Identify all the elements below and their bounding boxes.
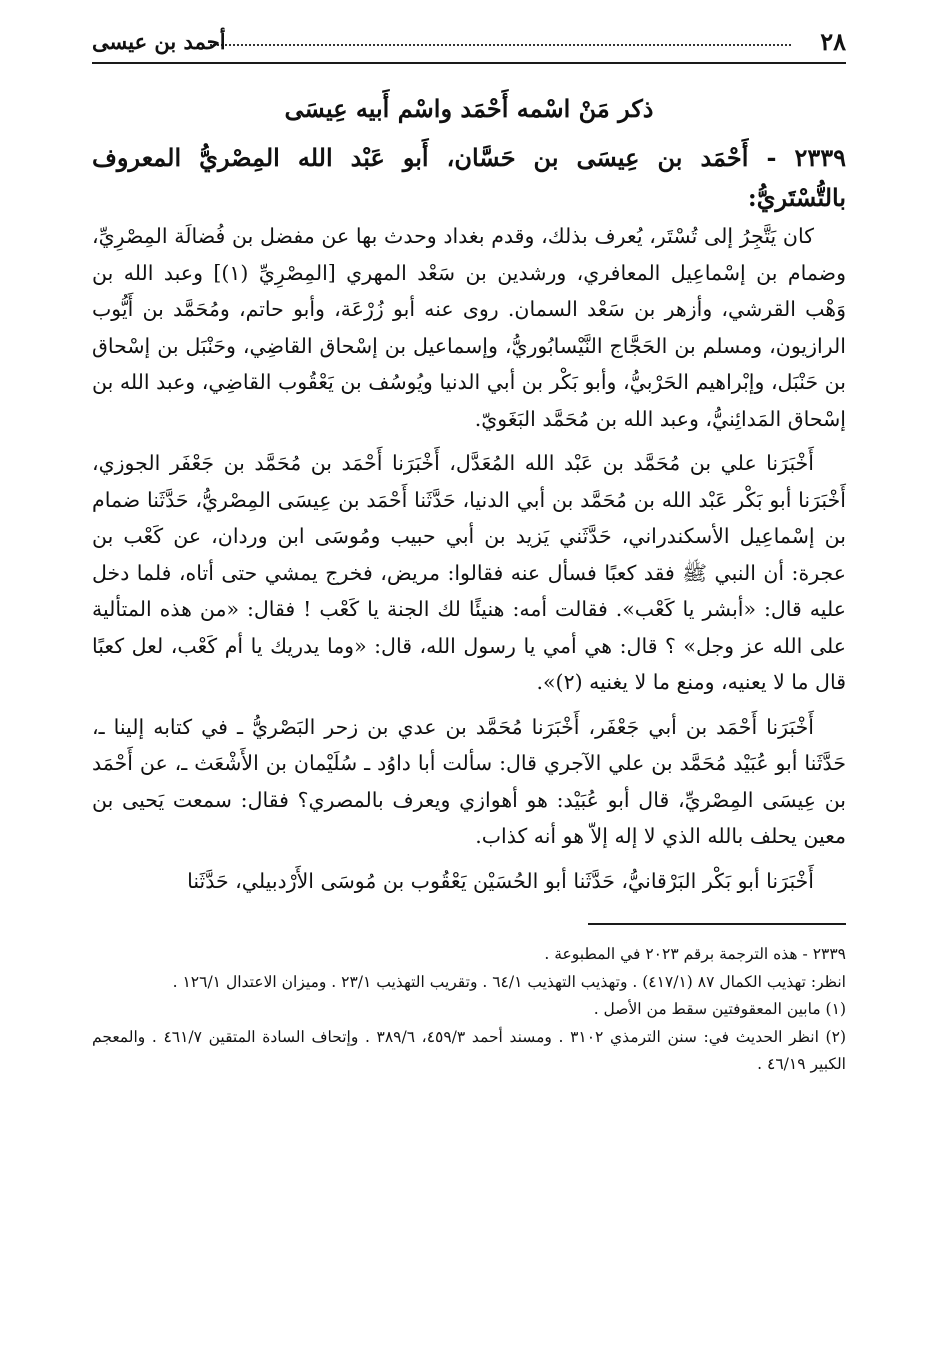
footnote-entry-number: ٢٣٣٩ - هذه الترجمة برقم ٢٠٢٣ في المطبوعة . xyxy=(544,945,846,963)
paragraph-hadith: أَخْبَرَنا علي بن مُحَمَّد بن عَبْد الله المُعَدَّل، أَخْبَرَنا أَحْمَد بن مُحَمَّد بن جَعْفَر الجوزي، أَخْبَرَنا أبو بَكْر عَبْد الله بن مُحَمَّد بن أبي الدنيا، حَدَّثَنا أَحْمَد بن عِيسَى المِصْريُّ، حَدَّثَنا ضمام بن إسْماعِيل الأسكندراني، حَدَّثَني يَزيد بن أبي حبيب ومُوسَى ابن وردان، عن كَعْب بن عجرة: أن النبي ﷺ فقد كعبًا فسأل عنه فقالوا: مريض، فخرج يمشي حتى أتاه، فلما دخل عليه قال: «أبشر يا كَعْب». فقالت أمه: هنيئًا لك الجنة يا كَعْب ! فقال: «من هذه المتألية على الله عز وجل» ؟ قال: هي أمي يا رسول الله، قال: «وما يدريك يا أم كَعْب، لعل كعبًا قال ما لا يعنيه، ومنع ما لا يغنيه (٢)». xyxy=(92,451,846,694)
book-page xyxy=(92,22,846,1343)
running-title: أحمد بن عيسى xyxy=(92,29,226,54)
footnote-1: (١) مابين المعقوفتين سقط من الأصل . xyxy=(593,1000,846,1018)
running-header xyxy=(92,22,846,64)
footnote-2: (٢) انظر الحديث في: سنن الترمذي ٣١٠٢ . ومسند أحمد ٤٥٩/٣، ٣٨٩/٦ . وإتحاف السادة المتقين ٤٦١/٧ . والمعجم الكبير ٤٦/١٩ . xyxy=(92,1027,846,1073)
leader-dots xyxy=(210,44,791,46)
footnote-separator xyxy=(588,923,846,925)
footnotes xyxy=(92,941,846,1079)
paragraph-criticism: أَخْبَرَنا أَحْمَد بن أبي جَعْفَر، أَخْبَرَنا مُحَمَّد بن عدي بن زحر البَصْريُّ ـ في كتابه إلينا ـ، حَدَّثَنا أبو عُبَيْد مُحَمَّد بن علي الآجري قال: سألت أبا داوُد ـ سُلَيْمان بن الأَشْعَث ـ، عن أَحْمَد بن عِيسَى المِصْريِّ، قال أبو عُبَيْد: هو أهوازي ويعرف بالمصري؟ فقال: سمعت يَحيى بن معين يحلف بالله الذي لا إله إلاّ هو أنه كذاب. xyxy=(92,714,846,848)
entry-heading: ٢٣٣٩ - أَحْمَد بن عِيسَى بن حَسَّان، أَبو عَبْد الله المِصْريُّ المعروف بالتُّسْتَريُّ: xyxy=(92,143,846,212)
paragraph-chain: أَخْبَرَنا أبو بَكْر البَرْقانيُّ، حَدَّثَنا أبو الحُسَيْن يَعْقُوب بن مُوسَى الأَرْدبيلي، حَدَّثَنا xyxy=(187,868,814,893)
page-number: ٢٨ xyxy=(820,27,846,56)
paragraph-biography: كان يَتَّجِرُ إلى تُسْتَر، يُعرف بذلك، وقدم بغداد وحدث بها عن مفضل بن فُضالَة المِصْرِيِّ، وضمام بن إسْماعِيل المعافري، ورشدين بن سَعْد المهري [المِصْرِيِّ (١)] وعبد الله بن وَهْب القرشي، وأزهر بن سَعْد السمان. روى عنه أبو زُرْعَة، وأبو حاتم، ومُحَمَّد بن أَيُّوب الرازيون، ومسلم بن الحَجَّاج النَّيْسابُوريُّ، وإسماعيل بن إسْحاق القاضِي، وحَنْبَل بن إسْحاق بن حَنْبَل، وإبْراهيم الحَرْبيُّ، وأبو بَكْر بن أبي الدنيا ويُوسُف بن يَعْقُوب القاضِي، وعبد الله بن إسْحاق المَدائِنيُّ، وعبد الله بن مُحَمَّد البَغَويّ. xyxy=(92,224,846,431)
footnote-sources: انظر: تهذيب الكمال ٨٧ (٤١٧/١) . وتهذيب التهذيب ٦٤/١ . وتقريب التهذيب ٢٣/١ . وميزان الاعتدال ١٢٦/١ . xyxy=(172,972,846,991)
section-title: ذكر مَنْ اسْمه أَحْمَد واسْم أَبيه عِيسَى xyxy=(284,94,654,123)
